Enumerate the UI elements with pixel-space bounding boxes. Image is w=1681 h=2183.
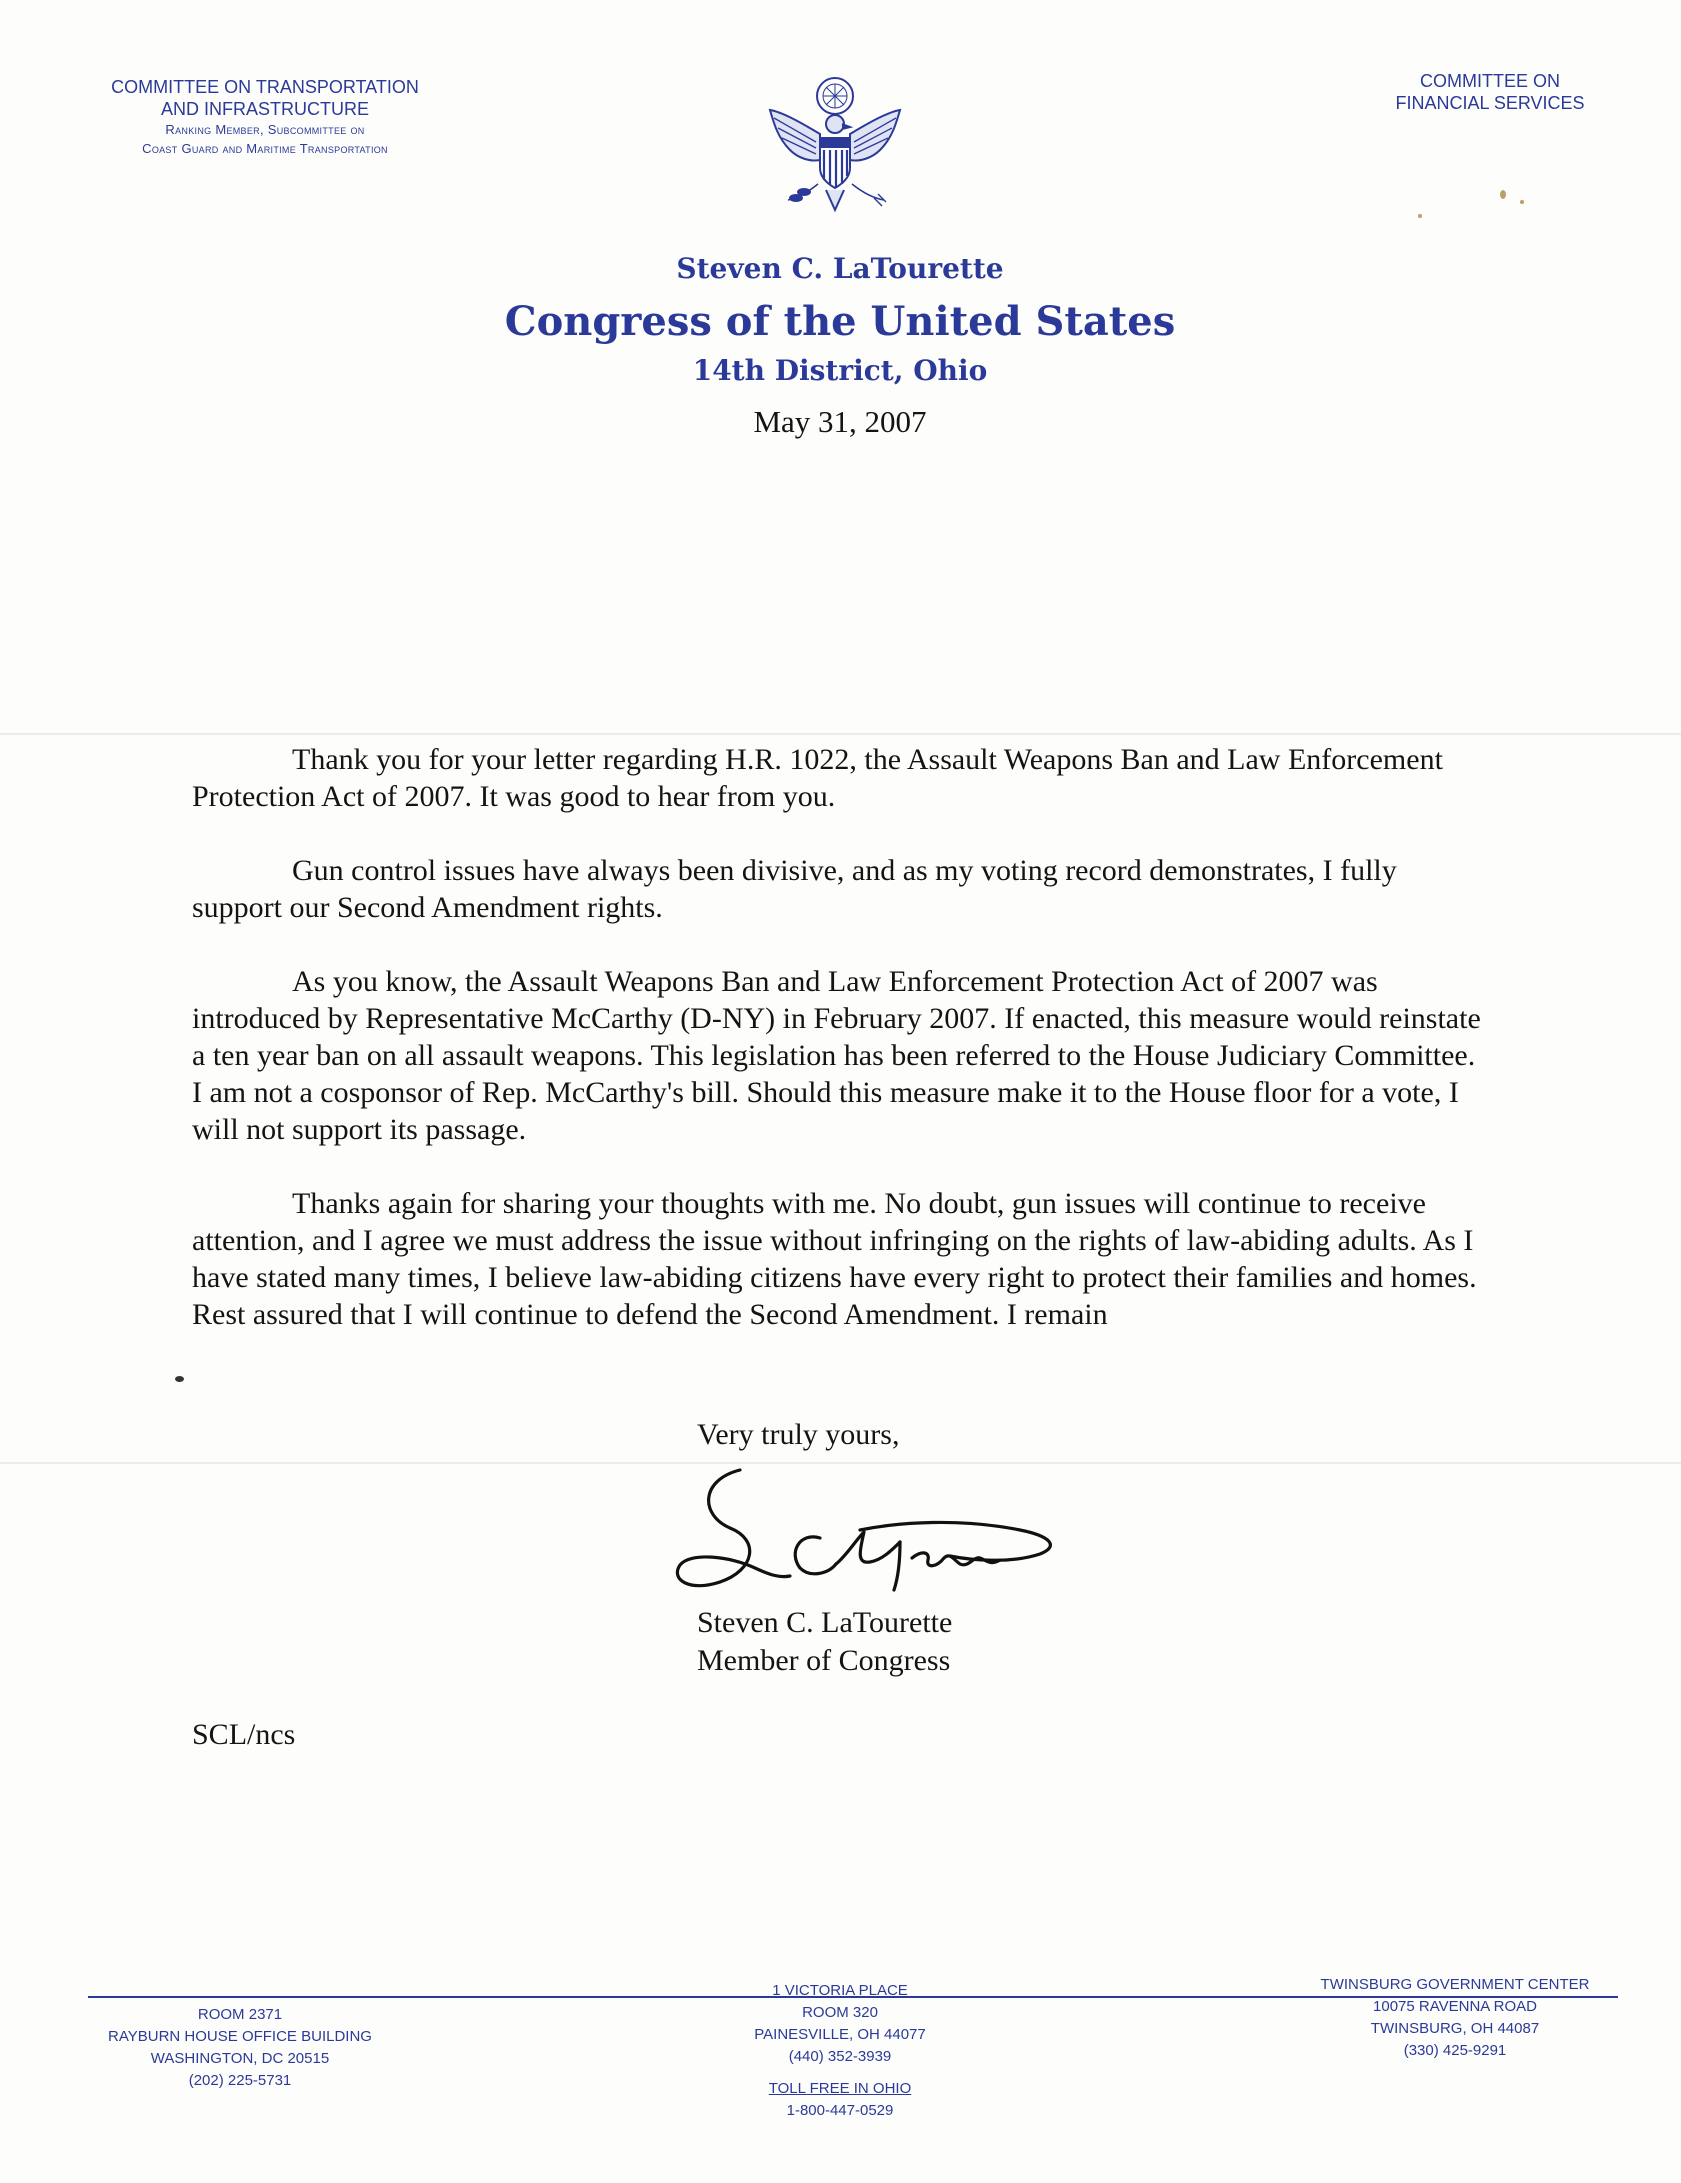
letter-body (192, 741, 1492, 1370)
committee-left-line4: Coast Guard and Maritime Transportation (142, 141, 388, 156)
footer-washington-office (60, 2004, 420, 2092)
paragraph-4: Thanks again for sharing your thoughts with me. No doubt, gun issues will continue to receive attention, and I agree we must address the issue without infringing on the rights of law-abiding adults. As I have stated many times, I believe law-abiding citizens have every right to protect their families and homes. Rest assured that I will continue to defend the Second Amendment. I remain (192, 1187, 1477, 1331)
twinsburg-line2: 10075 RAVENNA ROAD (1373, 1998, 1537, 2015)
committee-right-line2: FINANCIAL SERVICES (1395, 93, 1585, 113)
footer-painesville-office (690, 1980, 990, 2122)
committee-left-line3: Ranking Member, Subcommittee on (165, 122, 365, 137)
washington-line1: ROOM 2371 (197, 2006, 283, 2023)
district-heading: 14th District, Ohio (692, 354, 988, 387)
painesville-line4: (440) 352-3939 (788, 2048, 892, 2065)
footer-spacer (690, 2068, 990, 2078)
committee-right (1340, 70, 1640, 114)
paragraph-2: Gun control issues have always been divisive, and as my voting record demonstrates, I fully support our Second Amendment rights. (192, 854, 1397, 924)
letter-date: May 31, 2007 (753, 404, 927, 439)
painesville-line2: ROOM 320 (802, 2004, 878, 2021)
paper-speck (1418, 214, 1422, 218)
painesville-line1: 1 VICTORIA PLACE (772, 1982, 908, 1999)
washington-line4: (202) 225-5731 (188, 2072, 292, 2089)
committee-left-line1: COMMITTEE ON TRANSPORTATION (111, 77, 419, 97)
paper-speck (1520, 200, 1524, 204)
paragraph-3: As you know, the Assault Weapons Ban and Law Enforcement Protection Act of 2007 was introduced by Representative McCarthy (D-NY) in February 2007. If enacted, this measure would reinstate a ten year ban on all assault weapons. This legislation has been referred to the House Judiciary Committee. I am not a cosponsor of Rep. McCarthy's bill. Should this measure make it to the House floor for a vote, I will not support its passage. (192, 965, 1481, 1146)
washington-line2: RAYBURN HOUSE OFFICE BUILDING (108, 2028, 372, 2045)
member-name-heading: Steven C. LaTourette (676, 252, 1004, 285)
congress-heading: Congress of the United States (504, 298, 1176, 345)
paper-speck (1500, 190, 1506, 199)
closing-salutation: Very truly yours, (697, 1418, 900, 1451)
committee-left (40, 76, 490, 158)
twinsburg-line3: TWINSBURG, OH 44087 (1370, 2020, 1540, 2037)
twinsburg-line4: (330) 425-9291 (1403, 2042, 1507, 2059)
handwritten-signature (660, 1460, 1080, 1610)
signer-name: Steven C. LaTourette (697, 1606, 953, 1639)
paragraph-1: Thank you for your letter regarding H.R. 1022, the Assault Weapons Ban and Law Enforcement Protection Act of 2007. It was good to hear from you. (192, 743, 1443, 813)
signer-title: Member of Congress (697, 1644, 951, 1677)
toll-free-label: TOLL FREE IN OHIO (768, 2080, 912, 2097)
typist-initials: SCL/ncs (192, 1718, 296, 1751)
paper-speck (175, 1376, 184, 1382)
painesville-line3: PAINESVILLE, OH 44077 (754, 2026, 926, 2043)
toll-free-number: 1-800-447-0529 (786, 2102, 894, 2119)
washington-line3: WASHINGTON, DC 20515 (150, 2050, 330, 2067)
committee-right-line1: COMMITTEE ON (1420, 71, 1560, 91)
great-seal-eagle-icon (760, 72, 910, 222)
signature-block (697, 1604, 952, 1680)
twinsburg-line1: TWINSBURG GOVERNMENT CENTER (1320, 1976, 1590, 1993)
fold-line-top (0, 733, 1681, 735)
footer-twinsburg-office (1290, 1974, 1620, 2062)
committee-left-line2: AND INFRASTRUCTURE (160, 99, 369, 119)
